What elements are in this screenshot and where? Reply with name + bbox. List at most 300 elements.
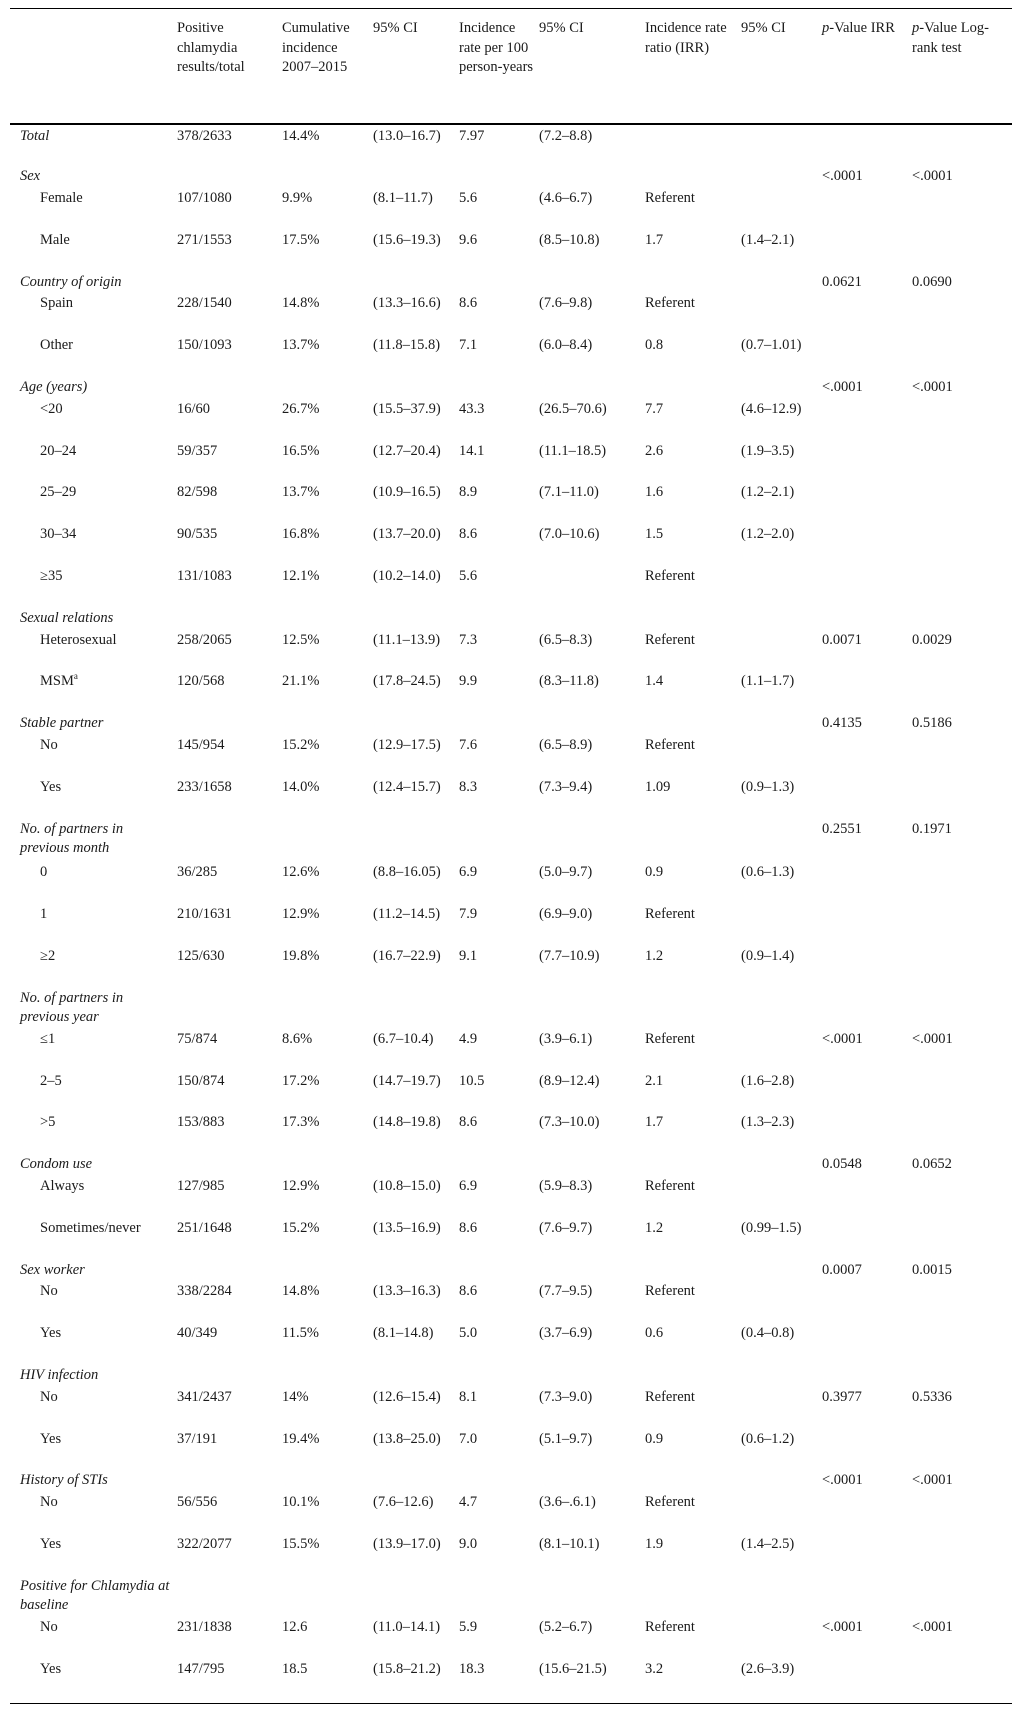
row-label-text: Yes	[40, 1325, 62, 1342]
table-cell: (12.7–20.4)	[373, 442, 441, 459]
group-label	[10, 1364, 177, 1386]
row-label-text: ≥2	[40, 947, 56, 964]
table-cell: 5.9	[459, 1618, 478, 1635]
table-cell: 75/874	[177, 1030, 218, 1047]
table-cell	[741, 124, 822, 166]
table-cell: 13.7%	[282, 484, 320, 501]
table-cell: 5.6	[459, 568, 478, 585]
table-cell	[459, 1364, 539, 1386]
table-cell: (1.2–2.1)	[741, 484, 795, 501]
table-cell: 0.5186	[912, 715, 952, 732]
table-cell: <.0001	[912, 1030, 953, 1047]
table-cell: 15.2%	[282, 1219, 320, 1236]
table-cell	[912, 607, 1012, 629]
table-cell	[912, 987, 1012, 1028]
table-cell	[539, 1364, 645, 1386]
table-row	[10, 1428, 1012, 1470]
row-label-text: >5	[40, 1114, 56, 1131]
table-cell	[459, 1575, 539, 1616]
table-cell: 145/954	[177, 737, 225, 754]
table-cell	[912, 861, 1012, 903]
table-cell: 17.2%	[282, 1072, 320, 1089]
table-cell: (1.4–2.5)	[741, 1535, 795, 1552]
table-cell: (17.8–24.5)	[373, 673, 441, 690]
row-label	[10, 903, 177, 945]
header-p-letter: p	[822, 20, 830, 36]
table-cell: 1.9	[645, 1535, 664, 1552]
table-cell: Referent	[645, 1618, 695, 1635]
table-cell: 5.6	[459, 190, 478, 207]
table-cell: (12.6–15.4)	[373, 1388, 441, 1405]
header-p-value-irr-text: -Value IRR	[829, 20, 895, 36]
table-row	[10, 229, 1012, 271]
table-body	[10, 124, 1012, 1704]
table-group-row	[10, 1153, 1012, 1175]
group-label	[10, 165, 177, 187]
table-cell: 56/556	[177, 1494, 218, 1511]
table-cell: 153/883	[177, 1114, 225, 1131]
table-cell: 14.8%	[282, 295, 320, 312]
row-label	[10, 1322, 177, 1364]
table-cell: 3.2	[645, 1660, 664, 1677]
table-cell: (13.0–16.7)	[373, 127, 441, 144]
table-cell: 10.1%	[282, 1494, 320, 1511]
table-cell: 2.1	[645, 1072, 664, 1089]
header-cumulative-incidence: Cumulative incidence 2007–2015	[282, 20, 350, 76]
table-cell	[741, 1175, 822, 1217]
table-cell: 8.3	[459, 778, 478, 795]
table-cell: (7.7–10.9)	[539, 947, 600, 964]
table-cell	[912, 440, 1012, 482]
header-label	[10, 9, 177, 124]
table-cell: 0.0621	[822, 273, 862, 290]
table-cell: 9.1	[459, 947, 478, 964]
table-cell: (11.8–15.8)	[373, 337, 441, 354]
table-cell	[741, 1575, 822, 1616]
table-cell	[822, 440, 912, 482]
table-cell: 17.5%	[282, 231, 320, 248]
table-cell: 233/1658	[177, 778, 232, 795]
table-cell: 14%	[282, 1388, 309, 1405]
table-cell: (1.1–1.7)	[741, 673, 795, 690]
table-cell: 14.8%	[282, 1283, 320, 1300]
table-cell	[822, 334, 912, 376]
table-cell	[373, 1153, 459, 1175]
table-cell: (7.2–8.8)	[539, 127, 593, 144]
table-cell: 5.0	[459, 1325, 478, 1342]
table-cell: (13.3–16.3)	[373, 1283, 441, 1300]
table-cell: (15.8–21.2)	[373, 1660, 441, 1677]
table-cell	[912, 945, 1012, 987]
table-cell: 0.6	[645, 1325, 664, 1342]
table-row	[10, 1175, 1012, 1217]
table-cell	[459, 1469, 539, 1491]
table-cell	[822, 229, 912, 271]
table-row	[10, 1616, 1012, 1658]
table-cell: (12.4–15.7)	[373, 778, 441, 795]
table-cell	[822, 1175, 912, 1217]
table-cell: (7.1–11.0)	[539, 484, 599, 501]
table-cell: 0.0015	[912, 1261, 952, 1278]
table-cell: 120/568	[177, 673, 225, 690]
table-cell	[282, 1575, 373, 1616]
table-cell: (4.6–6.7)	[539, 190, 593, 207]
table-cell	[459, 1153, 539, 1175]
table-row	[10, 1217, 1012, 1259]
table-cell	[459, 818, 539, 862]
table-cell: 7.97	[459, 127, 485, 144]
table-cell	[539, 165, 645, 187]
group-label	[10, 712, 177, 734]
table-cell: 19.8%	[282, 947, 320, 964]
table-cell: 7.1	[459, 337, 478, 354]
table-cell	[645, 1153, 741, 1175]
row-label-text: No. of partners in previous year	[20, 989, 124, 1026]
row-label-text: Age (years)	[20, 379, 88, 396]
table-cell: 37/191	[177, 1430, 218, 1447]
table-cell: 8.6	[459, 1114, 478, 1131]
table-cell: 26.7%	[282, 400, 320, 417]
row-label-text: No	[40, 1618, 58, 1635]
table-cell: (13.9–17.0)	[373, 1535, 441, 1552]
table-cell: (1.9–3.5)	[741, 442, 795, 459]
row-label-text: HIV infection	[20, 1366, 99, 1383]
table-cell: <.0001	[822, 1030, 863, 1047]
table-cell: 8.6	[459, 1219, 478, 1236]
row-label	[10, 629, 177, 671]
group-label	[10, 376, 177, 398]
table-cell: 36/285	[177, 864, 218, 881]
row-label	[10, 187, 177, 229]
table-cell: 0.4135	[822, 715, 862, 732]
table-cell: 1.6	[645, 484, 664, 501]
table-cell: 147/795	[177, 1660, 225, 1677]
table-cell: 1.4	[645, 673, 664, 690]
header-p-letter: p	[912, 20, 920, 36]
table-row	[10, 523, 1012, 565]
table-cell: 6.9	[459, 864, 478, 881]
table-cell: Referent	[645, 1030, 695, 1047]
table-cell	[822, 1364, 912, 1386]
table-cell: 125/630	[177, 947, 225, 964]
table-cell: 0.0652	[912, 1156, 952, 1173]
table-cell	[822, 1533, 912, 1575]
table-cell: 150/874	[177, 1072, 225, 1089]
row-label-text: Sex	[20, 168, 41, 185]
table-cell	[373, 1575, 459, 1616]
table-cell	[177, 1469, 282, 1491]
table-cell: 0.9	[645, 864, 664, 881]
table-cell: 14.1	[459, 442, 485, 459]
table-cell: 90/535	[177, 526, 218, 543]
table-cell	[539, 271, 645, 293]
header-p-value-logrank	[912, 9, 1012, 124]
table-cell: (6.5–8.9)	[539, 737, 593, 754]
table-cell: (11.0–14.1)	[373, 1618, 441, 1635]
table-cell: (3.9–6.1)	[539, 1030, 593, 1047]
table-cell: (2.6–3.9)	[741, 1660, 795, 1677]
table-cell: (16.7–22.9)	[373, 947, 441, 964]
table-cell: 59/357	[177, 442, 218, 459]
table-cell: 16.8%	[282, 526, 320, 543]
table-cell	[912, 1428, 1012, 1470]
table-group-row	[10, 1259, 1012, 1281]
row-label	[10, 292, 177, 334]
table-cell	[282, 607, 373, 629]
table-cell	[459, 987, 539, 1028]
table-cell: (0.6–1.3)	[741, 864, 795, 881]
table-cell: 12.6	[282, 1618, 308, 1635]
table-group-row	[10, 1575, 1012, 1616]
table-cell	[912, 229, 1012, 271]
table-cell: <.0001	[822, 168, 863, 185]
table-cell: 43.3	[459, 400, 485, 417]
table-cell: (5.9–8.3)	[539, 1178, 593, 1194]
table-cell: 4.7	[459, 1494, 478, 1511]
table-cell: (1.6–2.8)	[741, 1072, 795, 1089]
table-cell: (7.0–10.6)	[539, 526, 600, 543]
table-cell	[822, 1111, 912, 1153]
table-cell: (8.1–14.8)	[373, 1325, 434, 1342]
table-cell: 0.0071	[822, 631, 862, 648]
table-cell	[459, 712, 539, 734]
row-label	[10, 670, 177, 712]
table-cell: (1.4–2.1)	[741, 231, 795, 248]
row-label	[10, 1616, 177, 1658]
table-cell	[822, 187, 912, 229]
row-label-text: ≤1	[40, 1030, 56, 1047]
table-cell: 0.9	[645, 1430, 664, 1447]
table-cell	[373, 607, 459, 629]
table-cell: 8.9	[459, 484, 478, 501]
table-cell: 12.9%	[282, 906, 320, 923]
table-cell: 10.5	[459, 1072, 485, 1089]
table-cell	[741, 818, 822, 862]
table-cell	[822, 1491, 912, 1533]
table-cell: (0.7–1.01)	[741, 337, 802, 354]
table-cell	[177, 818, 282, 862]
table-row	[10, 1028, 1012, 1070]
row-label-text: Sexual relations	[20, 609, 114, 626]
table-row	[10, 903, 1012, 945]
table-group-row	[10, 271, 1012, 293]
table-cell	[912, 565, 1012, 607]
table-cell: (8.5–10.8)	[539, 231, 600, 248]
table-cell	[912, 1217, 1012, 1259]
table-cell	[822, 481, 912, 523]
table-cell	[912, 334, 1012, 376]
header-incidence-rate: Incidence rate per 100 person-years	[459, 20, 534, 76]
row-label	[10, 734, 177, 776]
table-cell: 7.9	[459, 906, 478, 923]
table-cell	[741, 1364, 822, 1386]
table-cell	[741, 271, 822, 293]
table-cell: (5.1–9.7)	[539, 1430, 593, 1447]
row-label	[10, 440, 177, 482]
table-cell	[539, 1575, 645, 1616]
chlamydia-incidence-table	[10, 8, 1012, 1704]
table-cell	[539, 607, 645, 629]
row-label-text: Female	[40, 190, 83, 207]
table-cell: (8.9–12.4)	[539, 1072, 600, 1089]
header-ci-3: 95% CI	[741, 20, 786, 36]
table-row	[10, 1386, 1012, 1428]
table-cell: 322/2077	[177, 1535, 232, 1552]
table-cell	[741, 629, 822, 671]
table-cell: 1.09	[645, 778, 671, 795]
row-label-text: History of STIs	[20, 1472, 108, 1489]
row-label-text: Spain	[40, 295, 74, 312]
row-label	[10, 523, 177, 565]
table-cell: 15.5%	[282, 1535, 320, 1552]
table-cell	[645, 1575, 741, 1616]
table-cell: 18.5	[282, 1660, 308, 1677]
table-cell	[822, 292, 912, 334]
table-cell	[539, 987, 645, 1028]
table-cell: 12.5%	[282, 631, 320, 648]
table-cell: <.0001	[912, 1618, 953, 1635]
table-cell	[822, 903, 912, 945]
table-cell	[822, 565, 912, 607]
row-label	[10, 1111, 177, 1153]
table-cell: 8.6%	[282, 1030, 313, 1047]
row-label-text: 20–24	[40, 442, 77, 459]
table-cell	[822, 1658, 912, 1704]
table-cell: 0.3977	[822, 1388, 862, 1405]
table-cell	[822, 1217, 912, 1259]
table-cell: Referent	[645, 906, 695, 923]
row-label	[10, 229, 177, 271]
table-cell	[822, 1070, 912, 1112]
table-cell: 14.0%	[282, 778, 320, 795]
row-label	[10, 1280, 177, 1322]
table-cell	[645, 165, 741, 187]
row-label	[10, 1217, 177, 1259]
table-cell: 1.2	[645, 1219, 664, 1236]
data-table-container	[10, 8, 1012, 1704]
table-cell	[741, 1491, 822, 1533]
table-cell	[177, 607, 282, 629]
table-cell: (7.3–9.0)	[539, 1388, 593, 1405]
table-cell	[645, 376, 741, 398]
table-cell: 0.5336	[912, 1388, 952, 1405]
table-cell	[741, 903, 822, 945]
table-cell: 17.3%	[282, 1114, 320, 1131]
table-cell: (14.8–19.8)	[373, 1114, 441, 1131]
table-cell	[741, 1280, 822, 1322]
table-cell: (8.1–11.7)	[373, 190, 433, 207]
table-cell: (12.9–17.5)	[373, 737, 441, 754]
table-cell: 0.0690	[912, 273, 952, 290]
table-cell: (7.6–9.8)	[539, 295, 593, 312]
table-cell: 338/2284	[177, 1283, 232, 1300]
table-cell: (15.5–37.9)	[373, 400, 441, 417]
table-cell	[282, 165, 373, 187]
table-cell: (3.6–.6.1)	[539, 1494, 596, 1511]
table-cell	[822, 945, 912, 987]
table-cell: (1.3–2.3)	[741, 1114, 795, 1131]
row-label-text: Yes	[40, 1660, 62, 1677]
table-cell: 16/60	[177, 400, 211, 417]
table-group-row	[10, 1364, 1012, 1386]
row-label-text: 25–29	[40, 484, 77, 501]
table-cell	[539, 1259, 645, 1281]
row-label	[10, 1028, 177, 1070]
table-cell: (0.9–1.4)	[741, 947, 795, 964]
table-cell: 21.1%	[282, 673, 320, 690]
table-cell	[912, 481, 1012, 523]
table-group-row	[10, 165, 1012, 187]
table-cell	[645, 818, 741, 862]
table-cell: 7.7	[645, 400, 664, 417]
table-cell	[822, 861, 912, 903]
row-label	[10, 861, 177, 903]
table-cell	[912, 670, 1012, 712]
table-cell	[282, 818, 373, 862]
table-cell: (0.99–1.5)	[741, 1219, 802, 1236]
table-cell	[645, 271, 741, 293]
row-label-text: MSM	[40, 673, 74, 690]
table-cell: 12.9%	[282, 1178, 320, 1194]
table-cell: 4.9	[459, 1030, 478, 1047]
table-cell	[741, 1259, 822, 1281]
table-cell: 14.4%	[282, 127, 320, 144]
table-group-row	[10, 712, 1012, 734]
table-cell	[177, 1575, 282, 1616]
table-cell: (6.5–8.3)	[539, 631, 593, 648]
row-label	[10, 334, 177, 376]
table-cell: (0.4–0.8)	[741, 1325, 795, 1342]
table-cell: (8.8–16.05)	[373, 864, 441, 881]
table-cell: Referent	[645, 1283, 695, 1300]
table-cell: Referent	[645, 631, 695, 648]
table-row	[10, 1280, 1012, 1322]
row-label-text: No	[40, 1388, 58, 1405]
header-positive-results: Positive chlamydia results/total	[177, 20, 245, 76]
table-cell	[459, 607, 539, 629]
row-label-text: Heterosexual	[40, 631, 117, 648]
table-cell: 9.6	[459, 231, 478, 248]
table-cell: 0.8	[645, 337, 664, 354]
table-cell: (7.7–9.5)	[539, 1283, 593, 1300]
table-cell: 1.5	[645, 526, 664, 543]
table-cell	[912, 124, 1012, 166]
table-cell	[373, 818, 459, 862]
table-group-row	[10, 376, 1012, 398]
table-cell	[539, 818, 645, 862]
table-cell: 150/1093	[177, 337, 232, 354]
table-cell	[822, 523, 912, 565]
header-ci-1: 95% CI	[373, 20, 418, 36]
table-cell: 8.6	[459, 295, 478, 312]
table-cell: 8.6	[459, 1283, 478, 1300]
table-row	[10, 1322, 1012, 1364]
table-cell	[912, 734, 1012, 776]
table-cell: 0.1971	[912, 820, 952, 837]
table-cell: 341/2437	[177, 1388, 232, 1405]
table-row	[10, 945, 1012, 987]
table-row	[10, 481, 1012, 523]
table-cell: <.0001	[912, 168, 953, 185]
row-label-text: <20	[40, 400, 63, 417]
table-cell	[912, 1111, 1012, 1153]
table-cell: 258/2065	[177, 631, 232, 648]
table-cell: 6.9	[459, 1178, 478, 1194]
group-label	[10, 1153, 177, 1175]
table-cell: 231/1838	[177, 1618, 232, 1635]
row-label-text: No	[40, 737, 58, 754]
table-cell	[645, 987, 741, 1028]
